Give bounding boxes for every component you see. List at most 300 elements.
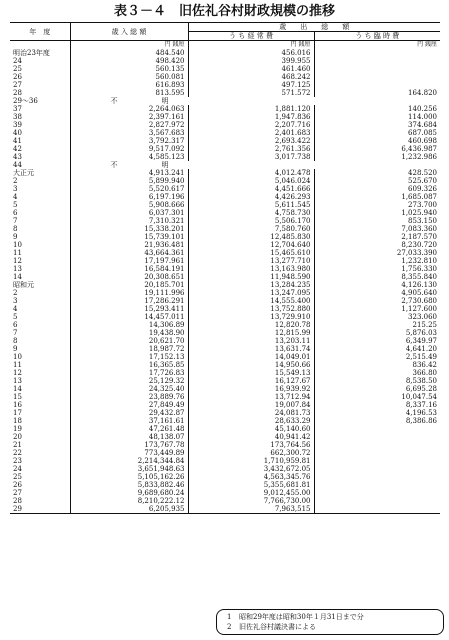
table-row [10,265,440,273]
table-row [10,137,440,145]
cell-year: 41 [13,137,22,145]
table-row [10,297,440,305]
table-row [10,201,440,209]
cell-year: 6 [13,321,18,329]
cell-year: 8 [13,225,18,233]
cell-ordinary: 28,633.29 [188,417,314,425]
cell-revenue: 173,767.78 [70,441,188,449]
cell-ordinary: 468.242 [188,73,314,81]
cell-ordinary: 7,963,515 [188,505,314,514]
cell-year: 3 [13,297,18,305]
cell-ordinary: 13,284.235 [188,281,314,289]
table-row [10,409,440,417]
cell-revenue: 3,567.683 [70,129,188,137]
cell-year: 18 [13,417,22,425]
cell-ordinary: 1,710,959.81 [188,457,314,465]
cell-ordinary: 497.125 [188,81,314,89]
cell-ordinary: 12,820.78 [188,321,314,329]
cell-extraordinary: 114.000 [314,113,440,121]
cell-extraordinary: 7,083.360 [314,225,440,233]
cell-ordinary: 13,631.74 [188,345,314,353]
cell-ordinary: 4,012.478 [188,169,314,177]
cell-extraordinary [314,449,440,457]
table-row [10,249,440,257]
cell-revenue: 15,338.201 [70,225,188,233]
cell-ordinary: 13,203.11 [188,337,314,345]
table-row [10,145,440,153]
cell-revenue: 25,129.32 [70,377,188,385]
cell-year: 12 [13,369,22,377]
cell-year: 29～36 [13,97,38,105]
cell-revenue: 4,913.241 [70,169,188,177]
cell-extraordinary: 2,730.680 [314,297,440,305]
cell-extraordinary [314,433,440,441]
cell-ordinary: 13,752.880 [188,305,314,313]
cell-revenue: 19,111.996 [70,289,188,297]
table-row [10,129,440,137]
table-row [10,481,440,489]
cell-ordinary: 5,611.545 [188,201,314,209]
table-row [10,233,440,241]
cell-year: 10 [13,353,22,361]
table-row [10,329,440,337]
cell-extraordinary: 428.520 [314,169,440,177]
cell-year: 7 [13,329,18,337]
cell-revenue: 19,438.90 [70,329,188,337]
table-row [10,65,440,73]
table-row [10,417,440,425]
cell-revenue: 17,197.961 [70,257,188,265]
table-row [10,217,440,225]
header-year: 年 度 [10,23,70,41]
cell-extraordinary [314,481,440,489]
cell-revenue: 27,849.49 [70,401,188,409]
cell-ordinary: 14,049.01 [188,353,314,361]
cell-revenue: 9,517.092 [70,145,188,153]
notes-box [216,609,444,635]
cell-ordinary: 15,549.13 [188,369,314,377]
cell-revenue: 48,138.07 [70,433,188,441]
table-body [10,49,440,514]
header-expenditure: 歳 出 総 額 [188,23,440,32]
header-ordinary: う ち 経 常 費 [188,32,314,41]
cell-year: 22 [13,449,22,457]
table-row [10,369,440,377]
cell-revenue: 6,205,935 [70,505,188,514]
table-row [10,393,440,401]
cell-extraordinary: 10,047.54 [314,393,440,401]
cell-extraordinary: 8,538.50 [314,377,440,385]
cell-revenue: 484.540 [70,49,188,57]
table-row [10,193,440,201]
cell-revenue: 813.595 [70,89,188,97]
cell-revenue: 616.893 [70,81,188,89]
table-row [10,433,440,441]
cell-revenue: 16,365.85 [70,361,188,369]
table-row [10,457,440,465]
cell-ordinary: 15,465.610 [188,249,314,257]
cell-revenue: 5,908.666 [70,201,188,209]
cell-revenue: 560.135 [70,65,188,73]
page-title: 表３－４ 旧佐礼谷村財政規模の推移 [113,4,335,19]
cell-ordinary: 5,355,681.81 [188,481,314,489]
cell-unknown: 不 明 [70,97,440,105]
table-row [10,441,440,449]
cell-revenue: 15,293.411 [70,305,188,313]
cell-year: 19 [13,425,22,433]
table-row [10,73,440,81]
table-row [10,289,440,297]
cell-year: 28 [13,89,22,97]
table-row [10,81,440,89]
cell-year: 13 [13,377,22,385]
cell-year: 24 [13,465,22,473]
cell-revenue: 3,651,948.63 [70,465,188,473]
cell-ordinary: 16,939.92 [188,385,314,393]
cell-year: 42 [13,145,22,153]
cell-extraordinary: 215.25 [314,321,440,329]
cell-year: 11 [13,361,22,369]
cell-extraordinary: 1,025.940 [314,209,440,217]
table-row [10,313,440,321]
cell-ordinary: 40,941.42 [188,433,314,441]
table-row [10,49,440,57]
cell-extraordinary: 4,126.130 [314,281,440,289]
table-row [10,161,440,169]
cell-extraordinary [314,73,440,81]
cell-ordinary: 1,947.836 [188,113,314,121]
cell-ordinary: 4,563,345.76 [188,473,314,481]
cell-extraordinary: 4,905.640 [314,289,440,297]
cell-year: 38 [13,113,22,121]
cell-ordinary: 1,881.120 [188,105,314,113]
cell-extraordinary: 2,187.570 [314,233,440,241]
cell-revenue: 16,584.191 [70,265,188,273]
table-row [10,121,440,129]
cell-year: 25 [13,65,22,73]
cell-revenue: 17,152.13 [70,353,188,361]
cell-revenue: 43,664.361 [70,249,188,257]
cell-ordinary: 7,580.760 [188,225,314,233]
cell-year: 44 [13,161,22,169]
table-row [10,337,440,345]
cell-ordinary: 399.955 [188,57,314,65]
cell-extraordinary: 4,196.53 [314,409,440,417]
table-row [10,425,440,433]
header-extraordinary: う ち 臨 時 費 [314,32,440,41]
cell-extraordinary: 8,386.86 [314,417,440,425]
cell-extraordinary: 6,349.97 [314,337,440,345]
cell-ordinary: 24,081.73 [188,409,314,417]
table-row [10,225,440,233]
cell-extraordinary [314,473,440,481]
cell-extraordinary: 525.670 [314,177,440,185]
cell-year: 26 [13,481,22,489]
cell-revenue: 7,310.321 [70,217,188,225]
table-row [10,385,440,393]
cell-revenue: 17,726.83 [70,369,188,377]
cell-revenue: 21,936.481 [70,241,188,249]
cell-year: 明治23年度 [13,49,50,57]
table-row [10,273,440,281]
cell-extraordinary: 27,033.390 [314,249,440,257]
table-row [10,177,440,185]
cell-revenue: 20,308.651 [70,273,188,281]
cell-extraordinary: 8,337.16 [314,401,440,409]
table-row [10,113,440,121]
unit-label-extraordinary: 円 銭厘 [314,41,440,50]
cell-year: 17 [13,409,22,417]
table-row [10,505,440,514]
table-row [10,305,440,313]
cell-extraordinary: 273.700 [314,201,440,209]
table-row [10,489,440,497]
cell-revenue: 47,261.48 [70,425,188,433]
cell-year: 2 [13,289,18,297]
cell-year: 9 [13,345,18,353]
cell-revenue: 2,264.063 [70,105,188,113]
cell-revenue: 2,397.161 [70,113,188,121]
cell-extraordinary [314,457,440,465]
cell-ordinary: 456.016 [188,49,314,57]
cell-year: 5 [13,313,18,321]
cell-ordinary: 4,451.666 [188,185,314,193]
cell-year: 14 [13,273,22,281]
cell-extraordinary: 1,685.087 [314,193,440,201]
cell-extraordinary [314,465,440,473]
table-row [10,185,440,193]
cell-year: 27 [13,81,22,89]
cell-year: 4 [13,305,18,313]
cell-year: 大正元 [13,169,34,177]
cell-year: 5 [13,201,18,209]
cell-extraordinary: 687.085 [314,129,440,137]
cell-ordinary: 11,948.590 [188,273,314,281]
cell-year: 39 [13,121,22,129]
cell-revenue: 23,889.76 [70,393,188,401]
cell-extraordinary: 5,876.03 [314,329,440,337]
table-row [10,241,440,249]
cell-revenue: 14,457.011 [70,313,188,321]
cell-extraordinary [314,497,440,505]
cell-extraordinary [314,65,440,73]
cell-extraordinary: 6,695.28 [314,385,440,393]
cell-year: 10 [13,241,22,249]
table-row [10,377,440,385]
cell-extraordinary: 374.684 [314,121,440,129]
cell-unknown: 不 明 [70,161,440,169]
cell-year: 9 [13,233,18,241]
unit-label-revenue: 円 銭厘 [70,41,188,50]
cell-revenue: 560.081 [70,73,188,81]
cell-ordinary: 4,758.730 [188,209,314,217]
cell-ordinary: 12,485.830 [188,233,314,241]
header-revenue: 歳 入 総 額 [70,23,188,41]
cell-year: 14 [13,385,22,393]
cell-year: 16 [13,401,22,409]
cell-revenue: 18,987.72 [70,345,188,353]
table-row [10,153,440,161]
table-row [10,209,440,217]
cell-year: 25 [13,473,22,481]
cell-extraordinary [314,505,440,514]
cell-year: 21 [13,441,22,449]
cell-year: 24 [13,57,22,65]
cell-revenue: 15,739.101 [70,233,188,241]
cell-revenue: 5,833,882.46 [70,481,188,489]
cell-extraordinary: 1,756.330 [314,265,440,273]
cell-year: 3 [13,185,18,193]
cell-ordinary: 14,555.400 [188,297,314,305]
cell-ordinary: 4,426.293 [188,193,314,201]
cell-revenue: 4,585.123 [70,153,188,161]
table-row [10,465,440,473]
cell-revenue: 20,621.70 [70,337,188,345]
cell-ordinary: 14,950.66 [188,361,314,369]
cell-ordinary: 2,693.422 [188,137,314,145]
cell-extraordinary: 1,127.600 [314,305,440,313]
cell-ordinary: 13,247.095 [188,289,314,297]
table-row [10,105,440,113]
table-row [10,401,440,409]
cell-extraordinary: 164.820 [314,89,440,97]
cell-ordinary: 13,712.94 [188,393,314,401]
cell-revenue: 773,449.89 [70,449,188,457]
unit-label-ordinary: 円 銭厘 [188,41,314,50]
cell-year: 15 [13,393,22,401]
cell-year: 11 [13,249,22,257]
table-row [10,281,440,289]
cell-revenue: 2,827.972 [70,121,188,129]
cell-ordinary: 19,007.84 [188,401,314,409]
cell-extraordinary: 140.256 [314,105,440,113]
cell-revenue: 5,899.940 [70,177,188,185]
cell-year: 20 [13,433,22,441]
table-row [10,497,440,505]
cell-ordinary: 2,401.683 [188,129,314,137]
cell-revenue: 5,105,162.26 [70,473,188,481]
cell-extraordinary: 4,641.20 [314,345,440,353]
cell-year: 28 [13,497,22,505]
cell-revenue: 498.420 [70,57,188,65]
note-item [227,622,437,632]
cell-ordinary: 2,761.356 [188,145,314,153]
cell-year: 26 [13,73,22,81]
cell-extraordinary: 8,355.840 [314,273,440,281]
cell-revenue: 17,286.291 [70,297,188,305]
cell-revenue: 6,197.196 [70,193,188,201]
table-row [10,473,440,481]
cell-ordinary: 45,140.60 [188,425,314,433]
cell-ordinary: 13,163.980 [188,265,314,273]
cell-revenue: 37,161.61 [70,417,188,425]
finance-table [10,22,440,514]
table-row [10,353,440,361]
cell-year: 27 [13,489,22,497]
cell-year: 37 [13,105,22,113]
cell-revenue: 24,325.40 [70,385,188,393]
table-row [10,57,440,65]
note-item [227,612,437,622]
cell-ordinary: 7,766,730.00 [188,497,314,505]
cell-year: 4 [13,193,18,201]
cell-revenue: 5,520.617 [70,185,188,193]
cell-extraordinary: 609.326 [314,185,440,193]
cell-year: 12 [13,257,22,265]
cell-extraordinary: 1,232.810 [314,257,440,265]
cell-revenue: 8,210,222.12 [70,497,188,505]
cell-extraordinary [314,441,440,449]
note-number: 2 [227,623,232,631]
table-row [10,345,440,353]
cell-year: 7 [13,217,18,225]
cell-year: 昭和元 [13,281,34,289]
cell-ordinary: 13,729.910 [188,313,314,321]
table-row [10,449,440,457]
cell-year: 13 [13,265,22,273]
cell-ordinary: 13,277.710 [188,257,314,265]
cell-extraordinary [314,81,440,89]
cell-ordinary: 3,432,672.05 [188,465,314,473]
cell-ordinary: 9,012,455.00 [188,489,314,497]
table-row [10,97,440,105]
cell-ordinary: 16,127.67 [188,377,314,385]
cell-ordinary: 12,704.640 [188,241,314,249]
table-row [10,89,440,97]
cell-year: 6 [13,209,18,217]
cell-extraordinary: 460.698 [314,137,440,145]
cell-revenue: 14,306.89 [70,321,188,329]
cell-revenue: 6,037.301 [70,209,188,217]
cell-ordinary: 5,046.024 [188,177,314,185]
cell-extraordinary [314,489,440,497]
cell-ordinary: 662,300.72 [188,449,314,457]
cell-year: 23 [13,457,22,465]
note-text: 昭和29年度は昭和30年１月31日まで分 [239,613,364,621]
cell-extraordinary: 2,515.49 [314,353,440,361]
cell-year: 40 [13,129,22,137]
cell-extraordinary: 366.80 [314,369,440,377]
cell-year: 2 [13,177,18,185]
cell-extraordinary [314,57,440,65]
cell-ordinary: 2,207.716 [188,121,314,129]
table-row [10,361,440,369]
table-row [10,169,440,177]
cell-ordinary: 12,815.99 [188,329,314,337]
cell-extraordinary: 1,232.986 [314,153,440,161]
table-row [10,321,440,329]
cell-extraordinary [314,49,440,57]
cell-extraordinary: 836.42 [314,361,440,369]
cell-revenue: 9,689,680.24 [70,489,188,497]
cell-extraordinary: 6,436.987 [314,145,440,153]
cell-extraordinary: 853.150 [314,217,440,225]
cell-ordinary: 5,506.170 [188,217,314,225]
cell-extraordinary: 8,230.720 [314,241,440,249]
cell-ordinary: 461.460 [188,65,314,73]
cell-year: 8 [13,337,18,345]
cell-ordinary: 571.572 [188,89,314,97]
cell-year: 29 [10,505,70,514]
note-text: 旧佐礼谷村議決書による [239,623,316,631]
cell-ordinary: 3,017.738 [188,153,314,161]
cell-revenue: 20,185.701 [70,281,188,289]
note-number: 1 [227,613,232,621]
cell-revenue: 29,432.87 [70,409,188,417]
cell-year: 43 [13,153,22,161]
table-row [10,257,440,265]
cell-extraordinary: 323.060 [314,313,440,321]
